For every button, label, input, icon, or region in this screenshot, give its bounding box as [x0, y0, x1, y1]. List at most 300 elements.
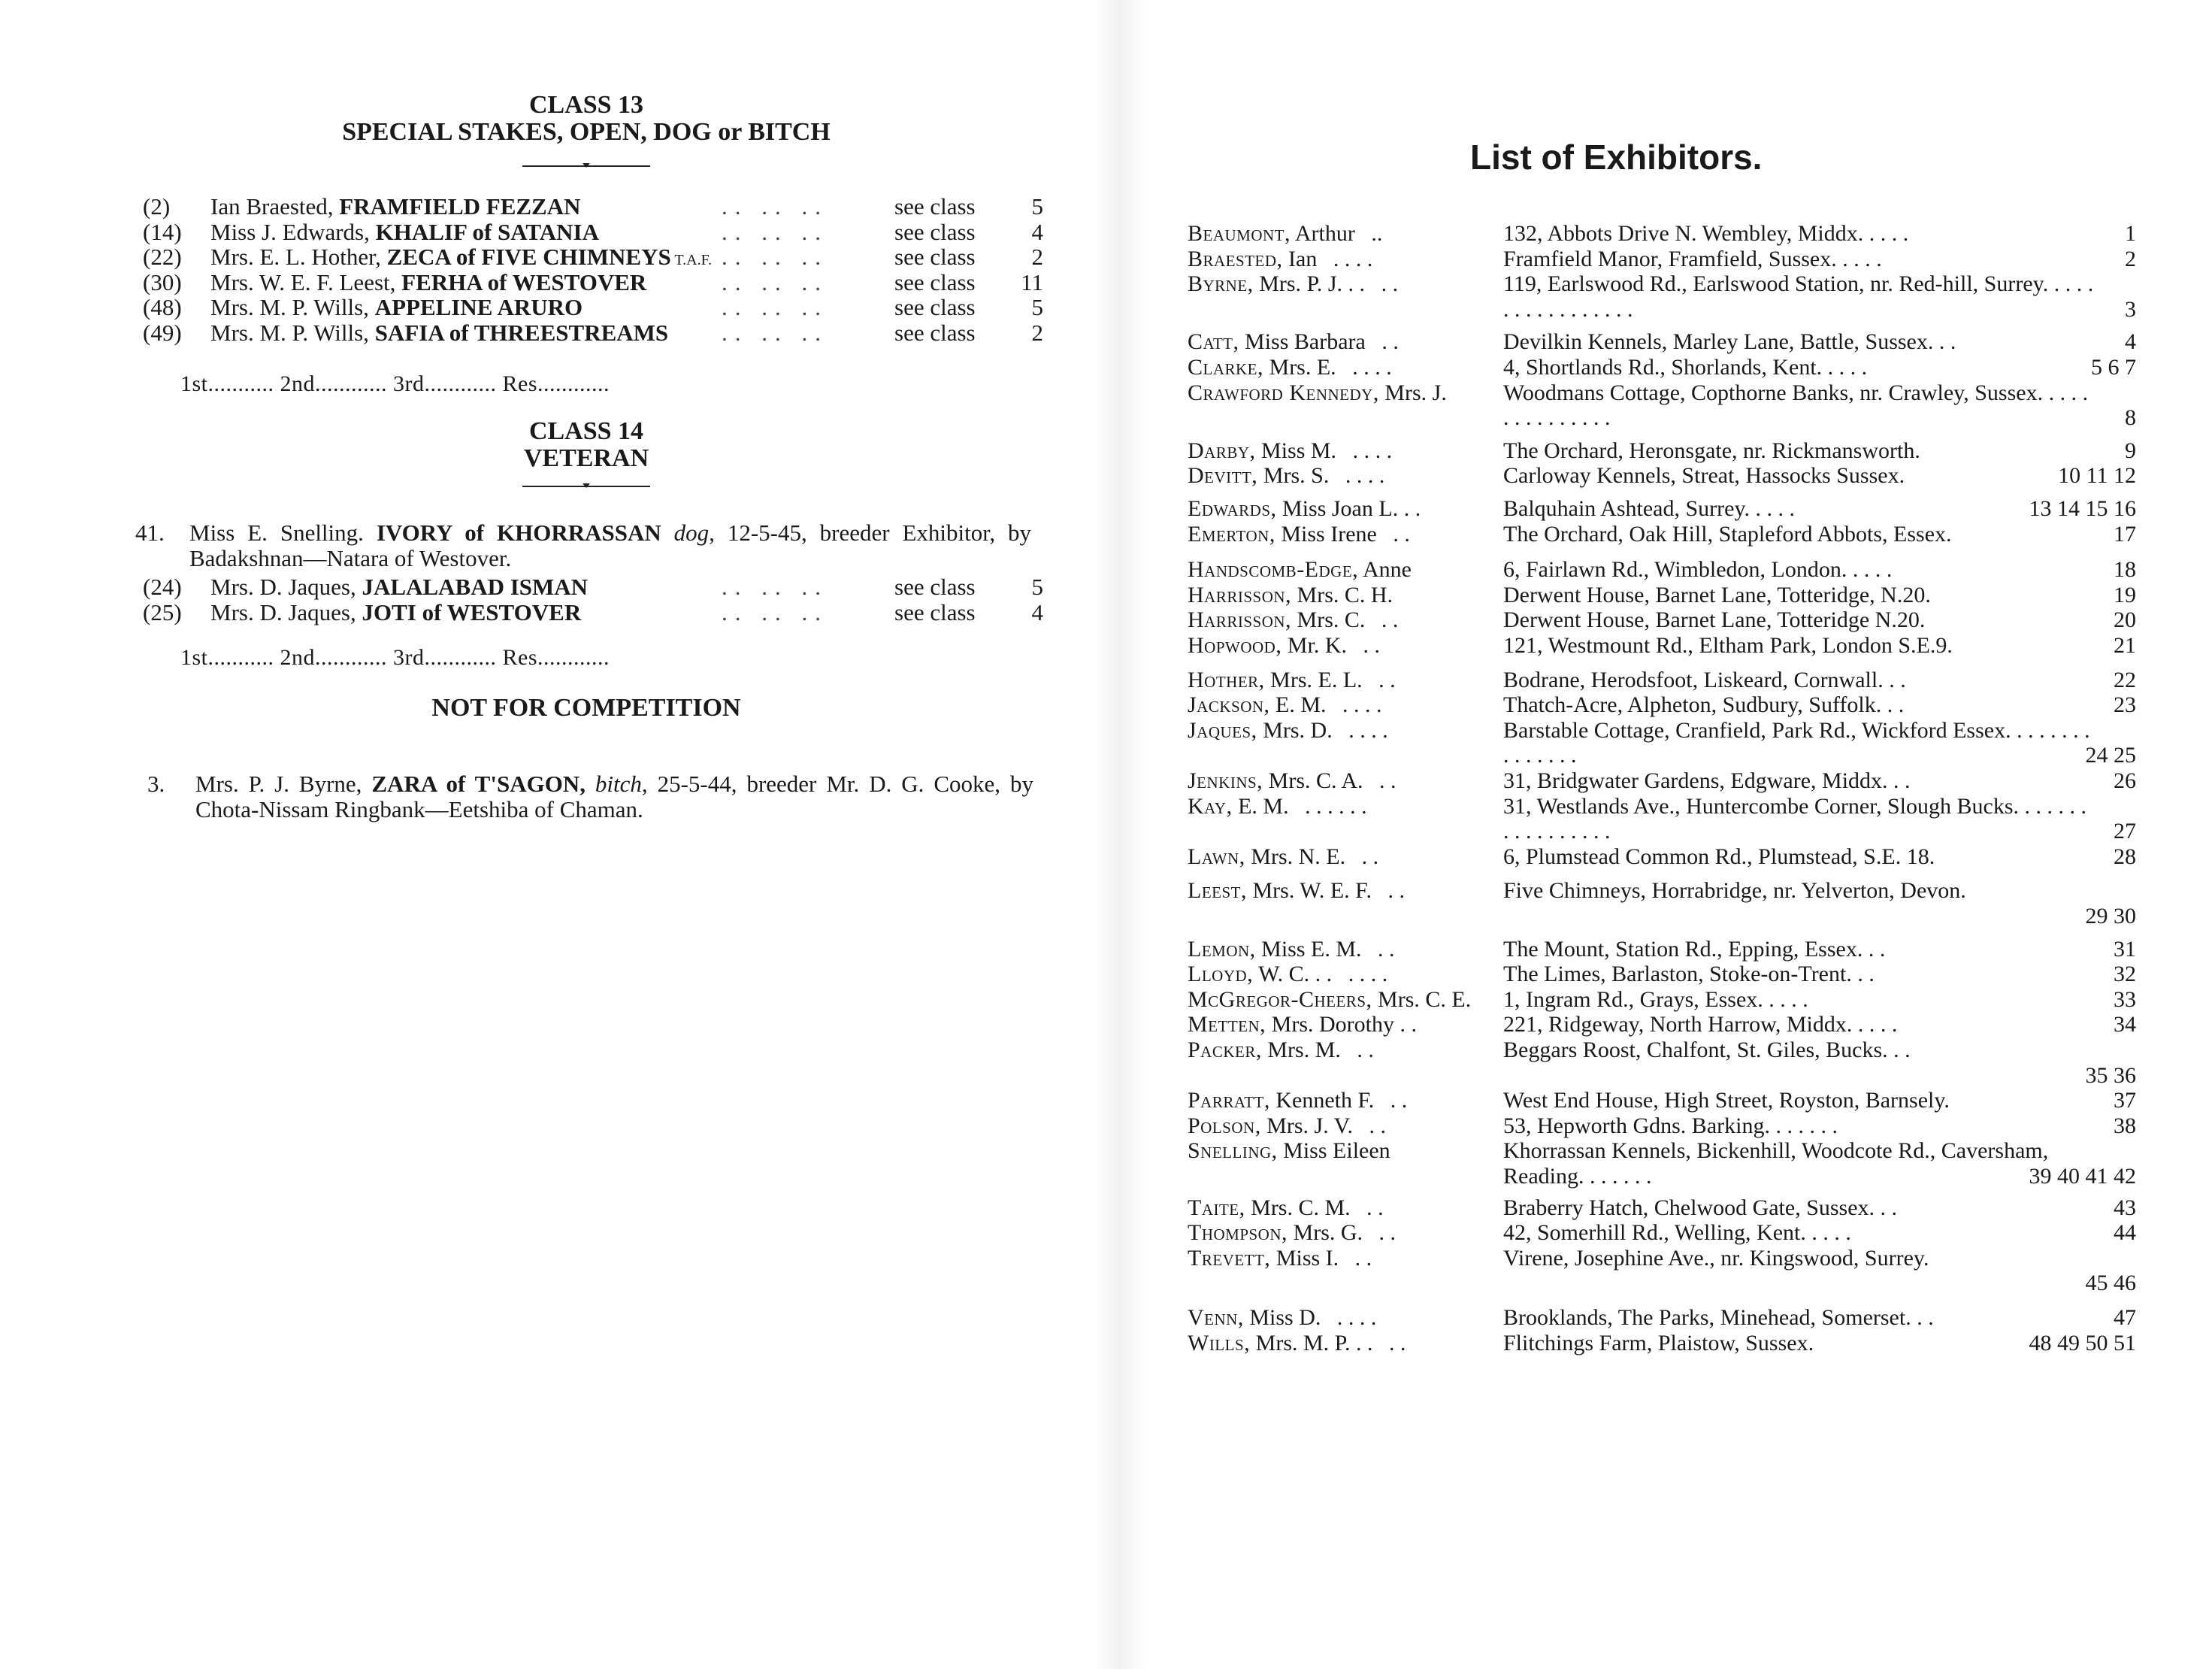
entry-see: see class — [894, 319, 976, 346]
entry-class-number: 11 — [1021, 268, 1043, 295]
exhibitor-address: Beggars Roost, Chalfont, St. Giles, Bucks. . . — [1503, 1037, 1911, 1062]
exhibitor-name — [1188, 557, 1412, 583]
exhibitor-name — [1188, 221, 1382, 247]
exhibitor-name — [1188, 768, 1396, 794]
exhibitor-surname: Lawn, — [1188, 844, 1245, 869]
exhibitor-row — [1188, 496, 2136, 522]
exhibitor-numbers: 20 — [2114, 607, 2136, 633]
nfc-entry — [147, 771, 1042, 824]
exhibitor-name — [1188, 355, 1392, 380]
exhibitor-row — [1188, 1246, 2136, 1296]
entry-leader: .. .. .. — [722, 598, 828, 625]
exhibitor-row — [1188, 522, 2136, 547]
exhibitor-name — [1188, 607, 1398, 633]
exhibitor-name — [1188, 1331, 1406, 1356]
exhibitor-name — [1188, 522, 1410, 547]
exhibitor-name-leader: . . . . — [1327, 246, 1373, 271]
entry-sex: dog, — [673, 519, 715, 546]
exhibitor-name — [1188, 1220, 1396, 1246]
exhibitor-name — [1188, 718, 1388, 744]
exhibitor-given: Miss Irene — [1275, 521, 1377, 547]
exhibitor-name — [1188, 633, 1380, 659]
exhibitor-surname: Leest, — [1188, 878, 1247, 904]
exhibitor-row — [1188, 557, 2136, 583]
exhibitor-address: 221, Ridgeway, North Harrow, Middx. . . . . — [1503, 1012, 1898, 1037]
exhibitor-name-leader: . . . . . . — [1299, 793, 1367, 819]
exhibitor-numbers: 29 30 — [2085, 903, 2136, 928]
exhibitor-row — [1188, 937, 2136, 962]
exhibitor-name — [1188, 692, 1382, 718]
exhibitor-name — [1188, 438, 1392, 464]
exhibitor-address: Khorrassan Kennels, Bickenhill, Woodcote Rd., Caversham, Reading. . . . . . . — [1503, 1138, 2049, 1189]
exhibitor-surname: Trevett, — [1188, 1245, 1271, 1271]
exhibitor-name-leader: . . . . — [1342, 717, 1388, 743]
exhibitor-name-leader: . . . . — [1342, 962, 1388, 987]
entry-number: (48) — [143, 294, 182, 320]
entry-exhibitor: Mrs. P. J. Byrne, — [195, 771, 362, 797]
exhibitor-row — [1188, 1305, 2136, 1331]
exhibitor-name — [1188, 1012, 1417, 1037]
exhibitor-address: 6, Fairlawn Rd., Wimbledon, London. . . . . — [1503, 557, 1893, 583]
exhibitor-surname: Edwards, — [1188, 496, 1277, 521]
exhibitor-given: E. M. — [1269, 692, 1327, 718]
exhibitor-address: 119, Earlswood Rd., Earlswood Station, nr. Red-hill, Surrey. . . . . . . . . . . . . . . . . — [1503, 271, 2094, 322]
exhibitor-address: 31, Bridgwater Gardens, Edgware, Middx. . . — [1503, 768, 1911, 793]
exhibitor-surname: Harrisson, — [1188, 607, 1292, 633]
exhibitor-address: Brooklands, The Parks, Minehead, Somerset. . . — [1503, 1305, 1934, 1330]
exhibitor-row — [1188, 1113, 2136, 1139]
exhibitor-given: Mrs. C. M. — [1245, 1195, 1351, 1220]
entry-number: (24) — [143, 574, 182, 600]
entry-dog: FERHA of WESTOVER — [401, 268, 647, 295]
exhibitor-address: 1, Ingram Rd., Grays, Essex. . . . . — [1503, 986, 1808, 1012]
exhibitor-surname: Parratt, — [1188, 1088, 1270, 1113]
exhibitor-name-leader: . . — [1351, 1037, 1374, 1062]
exhibitor-numbers: 35 36 — [2085, 1062, 2136, 1088]
exhibitor-surname: Snelling, — [1188, 1138, 1278, 1164]
exhibitor-given: W. C. . . — [1253, 962, 1333, 987]
exhibitor-address: The Mount, Station Rd., Epping, Essex. . . — [1503, 936, 1886, 962]
exhibitor-numbers: 44 — [2114, 1220, 2136, 1246]
exhibitor-address: Devilkin Kennels, Marley Lane, Battle, Sussex. . . — [1503, 329, 1956, 355]
entry-details: 12-5-45, breeder Exhibitor, by Badakshnan—Natara of Westover. — [189, 519, 1032, 571]
exhibitor-address: Five Chimneys, Horrabridge, nr. Yelverton, Devon. — [1503, 878, 1966, 904]
entry-number: (14) — [143, 218, 182, 245]
class14-places: 1st........... 2nd............ 3rd............ Res............ — [180, 645, 610, 670]
exhibitor-numbers: 21 — [2114, 633, 2136, 658]
entry-dog: JALALABAD ISMAN — [362, 574, 589, 600]
exhibitor-given: Miss E. M. — [1255, 936, 1362, 962]
entry-note: T.A.F. — [670, 252, 713, 268]
exhibitor-name — [1188, 496, 1421, 522]
exhibitor-given: Kenneth F. — [1269, 1088, 1375, 1113]
exhibitor-numbers: 27 — [2114, 819, 2136, 844]
exhibitor-row — [1188, 607, 2136, 633]
left-page — [0, 0, 1105, 1669]
exhibitor-surname: Clarke, — [1188, 355, 1264, 380]
exhibitor-name — [1188, 1113, 1386, 1139]
exhibitor-given: Mrs. D. — [1257, 717, 1333, 743]
exhibitor-numbers: 10 11 12 — [2058, 463, 2136, 489]
exhibitor-name — [1188, 329, 1399, 355]
exhibitor-name-leader: . . — [1372, 936, 1395, 962]
exhibitor-given: Miss I. — [1270, 1245, 1339, 1271]
exhibitor-row — [1188, 438, 2136, 464]
exhibitor-given: Mrs. M. — [1261, 1037, 1341, 1062]
entry-dog: JOTI of WESTOVER — [362, 598, 582, 625]
exhibitor-numbers: 18 — [2114, 557, 2136, 583]
class14-heading — [286, 418, 887, 472]
exhibitor-address: 121, Westmount Rd., Eltham Park, London S.E.9. — [1503, 633, 1953, 658]
exhibitor-numbers: 3 — [2125, 296, 2136, 322]
exhibitor-name-leader: . . — [1360, 1195, 1384, 1220]
entry-row — [143, 244, 1060, 270]
exhibitor-surname: Packer, — [1188, 1037, 1262, 1062]
exhibitor-given: Anne — [1358, 557, 1412, 583]
entry-leader: .. .. .. — [722, 319, 828, 346]
exhibitor-numbers: 22 — [2114, 667, 2136, 692]
exhibitor-numbers: 19 — [2114, 582, 2136, 607]
exhibitor-given: Mrs. P. J. . . — [1253, 271, 1366, 297]
exhibitor-name — [1188, 1195, 1384, 1221]
exhibitor-address: Braberry Hatch, Chelwood Gate, Sussex. . . — [1503, 1195, 1898, 1220]
exhibitor-address: West End House, High Street, Royston, Barnsely. — [1503, 1088, 1950, 1113]
entry-text — [210, 270, 646, 295]
exhibitor-name — [1188, 844, 1378, 870]
exhibitor-name-leader: . . — [1356, 844, 1379, 869]
entry-exhibitor: Mrs. D. Jaques, — [210, 574, 362, 600]
exhibitor-row — [1188, 844, 2136, 870]
entry-text — [210, 320, 668, 346]
entry-number: (22) — [143, 244, 182, 270]
exhibitor-address: Woodmans Cottage, Copthorne Banks, nr. Crawley, Sussex. . . . . . . . . . . . . . . — [1503, 380, 2089, 431]
entry-text — [210, 295, 583, 320]
entry-row — [143, 600, 1060, 625]
exhibitor-numbers: 4 — [2125, 329, 2136, 355]
exhibitor-row — [1188, 987, 2136, 1013]
exhibitor-name-leader: .. — [1365, 221, 1383, 246]
exhibitor-address: Flitchings Farm, Plaistow, Sussex. — [1503, 1330, 1814, 1355]
exhibitor-address: Framfield Manor, Framfield, Sussex. . . . . — [1503, 246, 1882, 271]
exhibitor-name-leader: . . — [1383, 1330, 1406, 1355]
exhibitor-given: Mrs. C. A. — [1263, 768, 1363, 793]
exhibitor-address: 42, Somerhill Rd., Welling, Kent. . . . . — [1503, 1220, 1851, 1246]
exhibitor-surname: Jackson, — [1188, 692, 1270, 718]
exhibitor-address: 53, Hepworth Gdns. Barking. . . . . . . — [1503, 1113, 1838, 1138]
exhibitor-row — [1188, 583, 2136, 608]
exhibitor-surname: Taite, — [1188, 1195, 1245, 1220]
exhibitor-row — [1188, 247, 2136, 272]
entry-dog: SAFIA of THREESTREAMS — [374, 319, 669, 346]
exhibitor-row — [1188, 380, 2136, 431]
exhibitor-numbers: 1 — [2125, 221, 2136, 246]
exhibitor-surname: Harrisson, — [1188, 582, 1292, 607]
exhibitor-given: Mrs. C. H. — [1291, 582, 1393, 607]
exhibitor-given: Mrs. E. L. — [1264, 667, 1363, 692]
exhibitor-address: Thatch-Acre, Alpheton, Sudbury, Suffolk. . . — [1503, 692, 1905, 718]
entry-exhibitor: Miss E. Snelling. — [189, 519, 364, 546]
entry-dog: FRAMFIELD FEZZAN — [339, 193, 581, 220]
exhibitor-given: Mrs. W. E. F. — [1247, 878, 1372, 904]
exhibitor-numbers: 13 14 15 16 — [2029, 496, 2136, 521]
exhibitor-address: Barstable Cottage, Cranfield, Park Rd., Wickford Essex. . . . . . . . . . . . . . . — [1503, 717, 2090, 768]
exhibitor-name-leader: . . — [1373, 768, 1396, 793]
exhibitor-numbers: 2 — [2125, 246, 2136, 271]
entry-number: 41. — [135, 519, 165, 546]
exhibitors-title: List of Exhibitors. — [1470, 138, 1763, 177]
exhibitor-given: Miss D. — [1243, 1305, 1321, 1330]
exhibitor-row — [1188, 1331, 2136, 1356]
entry-details: 25-5-44, breeder Mr. D. G. Cooke, by Chota-Nissam Ringbank—Eetshiba of Chaman. — [195, 771, 1034, 822]
exhibitor-row — [1188, 1012, 2136, 1037]
class14-entry-41 — [135, 520, 1037, 573]
nfc-heading: NOT FOR COMPETITION — [431, 694, 741, 722]
exhibitor-address: Carloway Kennels, Streat, Hassocks Sussex. — [1503, 463, 1905, 489]
entry-text — [210, 574, 588, 600]
class14-subtitle: VETERAN — [523, 444, 649, 472]
exhibitor-address: 6, Plumstead Common Rd., Plumstead, S.E. 18. — [1503, 844, 1935, 869]
entry-dog: IVORY of KHORRASSAN — [376, 519, 661, 546]
exhibitor-row — [1188, 718, 2136, 768]
exhibitor-name-leader: . . — [1375, 271, 1399, 297]
exhibitor-name — [1188, 1138, 1390, 1164]
exhibitor-surname: Braested, — [1188, 246, 1283, 271]
exhibitor-name-leader: . . — [1375, 607, 1399, 633]
exhibitor-name-leader: . . — [1375, 329, 1399, 355]
exhibitor-given: Mrs. Dorothy . . — [1266, 1012, 1417, 1037]
exhibitor-given: Miss M. — [1255, 438, 1337, 463]
exhibitor-row — [1188, 692, 2136, 718]
exhibitor-surname: Darby, — [1188, 438, 1256, 463]
entry-class-number: 4 — [1031, 218, 1043, 245]
exhibitor-row — [1188, 962, 2136, 987]
exhibitor-name-leader: . . — [1381, 878, 1405, 904]
exhibitor-numbers: 38 — [2114, 1113, 2136, 1138]
exhibitor-name — [1188, 247, 1372, 272]
exhibitor-given: Miss Eileen — [1277, 1138, 1390, 1164]
exhibitor-address: 4, Shortlands Rd., Shorlands, Kent. . . . . — [1503, 355, 1868, 380]
exhibitor-address: Bodrane, Herodsfoot, Liskeard, Cornwall. . . — [1503, 667, 1906, 692]
exhibitor-surname: Hopwood, — [1188, 633, 1282, 658]
exhibitor-name — [1188, 668, 1396, 693]
entry-row — [143, 574, 1060, 600]
exhibitor-surname: Lemon, — [1188, 936, 1256, 962]
exhibitor-surname: Wills, — [1188, 1330, 1251, 1355]
entry-text — [189, 520, 1031, 571]
exhibitor-given: Mrs. J. — [1378, 380, 1447, 405]
exhibitor-numbers: 9 — [2125, 438, 2136, 463]
entry-see: see class — [894, 244, 976, 270]
exhibitor-numbers: 5 6 7 — [2091, 355, 2136, 380]
exhibitor-numbers: 39 40 41 42 — [2029, 1163, 2136, 1189]
exhibitor-given: Ian — [1282, 246, 1318, 271]
exhibitor-row — [1188, 329, 2136, 355]
entry-class-number: 4 — [1031, 598, 1043, 625]
exhibitor-row — [1188, 794, 2136, 844]
exhibitor-name — [1188, 380, 1447, 406]
exhibitor-address: The Orchard, Oak Hill, Stapleford Abbots, Essex. — [1503, 521, 1952, 547]
exhibitor-surname: Jenkins, — [1188, 768, 1263, 793]
entry-row — [143, 194, 1060, 220]
exhibitor-numbers: 26 — [2114, 768, 2136, 793]
exhibitor-given: Mrs. S. — [1257, 463, 1330, 489]
exhibitor-numbers: 8 — [2125, 405, 2136, 431]
exhibitor-given: Miss Joan L. . . — [1276, 496, 1421, 521]
exhibitor-address: Balquhain Ashtead, Surrey. . . . . — [1503, 496, 1795, 521]
exhibitor-name — [1188, 1246, 1372, 1271]
entry-leader: .. .. .. — [722, 268, 828, 295]
entry-class-number: 2 — [1031, 244, 1043, 270]
entry-exhibitor: Mrs. W. E. F. Leest, — [210, 268, 402, 295]
entry-see: see class — [894, 193, 976, 220]
exhibitor-surname: Byrne, — [1188, 271, 1254, 297]
exhibitor-row — [1188, 668, 2136, 693]
class13-title: CLASS 13 — [528, 91, 644, 119]
entry-row — [143, 320, 1060, 346]
entry-exhibitor: Ian Braested, — [210, 193, 340, 220]
exhibitor-numbers: 17 — [2114, 521, 2136, 547]
exhibitor-name — [1188, 1037, 1374, 1063]
exhibitor-name — [1188, 987, 1471, 1013]
entry-see: see class — [894, 218, 976, 245]
exhibitor-numbers: 37 — [2114, 1088, 2136, 1113]
exhibitor-row — [1188, 878, 2136, 928]
entry-number: (49) — [143, 319, 182, 346]
entry-number: 3. — [147, 771, 165, 797]
exhibitor-given: Mrs. C. E. — [1372, 986, 1472, 1012]
exhibitor-row — [1188, 463, 2136, 489]
exhibitor-name — [1188, 271, 1398, 297]
entry-dog: ZECA of FIVE CHIMNEYS — [386, 244, 671, 270]
class14-rule — [522, 486, 650, 487]
exhibitor-address: Virene, Josephine Ave., nr. Kingswood, Surrey. — [1503, 1245, 1929, 1271]
entry-row — [143, 270, 1060, 295]
exhibitor-address: Derwent House, Barnet Lane, Totteridge, N.20. — [1503, 582, 1931, 607]
exhibitor-given: Mrs. G. — [1288, 1220, 1363, 1246]
class14-title: CLASS 14 — [528, 417, 644, 445]
entry-exhibitor: Mrs. E. L. Hother, — [210, 244, 387, 270]
entry-dog: APPELINE ARURO — [374, 294, 583, 320]
entry-row — [143, 295, 1060, 320]
exhibitor-numbers: 47 — [2114, 1305, 2136, 1330]
exhibitor-numbers: 28 — [2114, 844, 2136, 869]
exhibitor-name — [1188, 794, 1367, 819]
exhibitor-surname: McGregor-Cheers, — [1188, 986, 1372, 1012]
entry-leader: .. .. .. — [722, 218, 828, 245]
exhibitor-name-leader: . . — [1384, 1088, 1408, 1113]
exhibitor-row — [1188, 271, 2136, 322]
exhibitor-address: 31, Westlands Ave., Huntercombe Corner, Slough Bucks. . . . . . . . . . . . . . . . . — [1503, 793, 2087, 844]
exhibitor-given: E. M. — [1232, 793, 1289, 819]
entry-see: see class — [894, 268, 976, 295]
exhibitor-name — [1188, 1305, 1376, 1331]
exhibitor-given: Mrs. C. — [1291, 607, 1366, 633]
exhibitor-name-leader: . . — [1373, 1220, 1396, 1246]
entry-exhibitor: Mrs. M. P. Wills, — [210, 319, 375, 346]
exhibitor-surname: Devitt, — [1188, 463, 1258, 489]
entry-class-number: 5 — [1031, 294, 1043, 320]
class13-rule — [522, 165, 650, 167]
exhibitor-row — [1188, 221, 2136, 247]
exhibitor-given: Mr. K. — [1282, 633, 1348, 658]
exhibitor-given: Mrs. J. V. — [1260, 1113, 1353, 1138]
exhibitor-name-leader: . . — [1372, 667, 1396, 692]
exhibitor-surname: Lloyd, — [1188, 962, 1254, 987]
exhibitor-row — [1188, 1088, 2136, 1113]
entry-text — [210, 194, 581, 220]
exhibitor-given: Mrs. E. — [1263, 355, 1336, 380]
entry-class-number: 2 — [1031, 319, 1043, 346]
exhibitor-numbers: 24 25 — [2085, 743, 2136, 768]
exhibitor-numbers: 23 — [2114, 692, 2136, 718]
exhibitor-name — [1188, 463, 1384, 489]
right-page — [1112, 0, 2212, 1669]
entry-leader: .. .. .. — [722, 193, 828, 220]
exhibitor-name-leader: . . . . — [1347, 438, 1393, 463]
exhibitor-name-leader: . . — [1349, 1245, 1372, 1271]
exhibitor-surname: Thompson, — [1188, 1220, 1288, 1246]
exhibitor-given: Miss Barbara — [1239, 329, 1366, 355]
exhibitor-name — [1188, 878, 1405, 904]
exhibitor-name-leader: . . . . — [1346, 355, 1392, 380]
exhibitor-address: The Orchard, Heronsgate, nr. Rickmansworth. — [1503, 438, 1920, 463]
exhibitor-name-leader: . . . . — [1331, 1305, 1377, 1330]
class13-subtitle: SPECIAL STAKES, OPEN, DOG or BITCH — [342, 118, 831, 146]
exhibitor-name — [1188, 962, 1387, 987]
exhibitor-given: Mrs. M. P. . . — [1250, 1330, 1373, 1355]
entry-see: see class — [894, 598, 976, 625]
entry-leader: .. .. .. — [722, 244, 828, 270]
exhibitor-row — [1188, 633, 2136, 659]
class13-heading — [286, 92, 887, 146]
exhibitor-numbers: 31 — [2114, 936, 2136, 962]
exhibitor-surname: Hother, — [1188, 667, 1265, 692]
exhibitor-name — [1188, 1088, 1407, 1113]
exhibitor-name-leader: . . — [1357, 633, 1381, 658]
exhibitor-row — [1188, 355, 2136, 380]
entry-number: (30) — [143, 268, 182, 295]
exhibitor-surname: Polson, — [1188, 1113, 1261, 1138]
entry-class-number: 5 — [1031, 574, 1043, 600]
entry-see: see class — [894, 294, 976, 320]
exhibitor-row — [1188, 1195, 2136, 1221]
entry-dog: ZARA of T'SAGON, — [371, 771, 586, 797]
exhibitor-name — [1188, 583, 1393, 608]
exhibitor-numbers: 32 — [2114, 962, 2136, 987]
exhibitor-surname: Emerton, — [1188, 521, 1275, 547]
exhibitor-surname: Venn, — [1188, 1305, 1244, 1330]
exhibitor-address: The Limes, Barlaston, Stoke-on-Trent. . . — [1503, 962, 1875, 987]
exhibitor-name-leader: . . . . — [1336, 692, 1382, 718]
exhibitor-name — [1188, 937, 1395, 962]
entry-row — [143, 220, 1060, 245]
entry-exhibitor: Mrs. M. P. Wills, — [210, 294, 375, 320]
entry-text — [195, 771, 1033, 822]
exhibitor-address: 132, Abbots Drive N. Wembley, Middx. . . . . — [1503, 221, 1909, 246]
exhibitor-address: Derwent House, Barnet Lane, Totteridge N.20. — [1503, 607, 1926, 633]
entry-leader: .. .. .. — [722, 294, 828, 320]
exhibitor-row — [1188, 768, 2136, 794]
exhibitor-surname: Handscomb-Edge, — [1188, 557, 1359, 583]
entry-number: (25) — [143, 598, 182, 625]
entry-sex: bitch, — [595, 771, 648, 797]
exhibitor-name-leader: . . . . — [1339, 463, 1385, 489]
entry-exhibitor: Miss J. Edwards, — [210, 218, 376, 245]
entry-number: (2) — [143, 193, 171, 220]
exhibitor-surname: Crawford Kennedy, — [1188, 380, 1379, 405]
exhibitor-numbers: 45 46 — [2085, 1271, 2136, 1296]
entry-dog: KHALIF of SATANIA — [375, 218, 599, 245]
